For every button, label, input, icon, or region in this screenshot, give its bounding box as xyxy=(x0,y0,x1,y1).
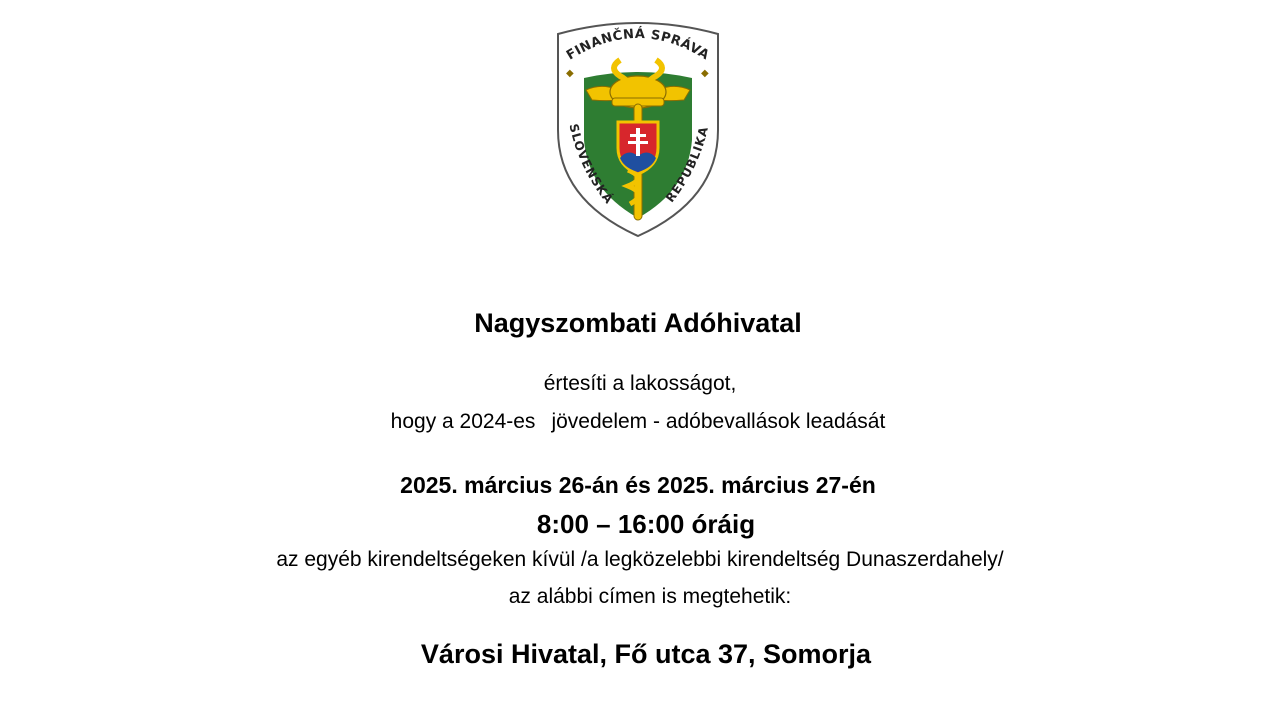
notice-line-1: értesíti a lakosságot, xyxy=(543,372,737,395)
notice-line-2b: jövedelem - adóbevallások leadását xyxy=(551,410,886,433)
notice-address: Városi Hivatal, Fő utca 37, Somorja xyxy=(420,639,872,669)
notice-line-2a: hogy a 2024-es xyxy=(390,410,536,433)
notice-line-4: az alábbi címen is megtehetik: xyxy=(508,585,792,608)
logo-left-text: SLOVENSKÁ xyxy=(566,122,617,207)
logo-top-text: FINANČNÁ SPRÁVA xyxy=(564,26,712,64)
emblem-svg xyxy=(548,20,728,242)
notice-dates: 2025. március 26-án és 2025. március 27-én xyxy=(400,472,876,498)
notice-line-2 xyxy=(0,410,1278,434)
financna-sprava-emblem-logo xyxy=(548,20,728,242)
svg-text:◆: ◆ xyxy=(566,68,574,79)
notice-line-3: az egyéb kirendeltségeken kívül /a legközelebbi kirendeltség Dunaszerdahely/ xyxy=(276,548,1004,571)
notice-hours: 8:00 – 16:00 óráig xyxy=(536,509,756,539)
logo-right-text: REPUBLIKA xyxy=(662,124,712,205)
svg-text:◆: ◆ xyxy=(701,68,709,79)
notice-title: Nagyszombati Adóhivatal xyxy=(474,308,802,338)
